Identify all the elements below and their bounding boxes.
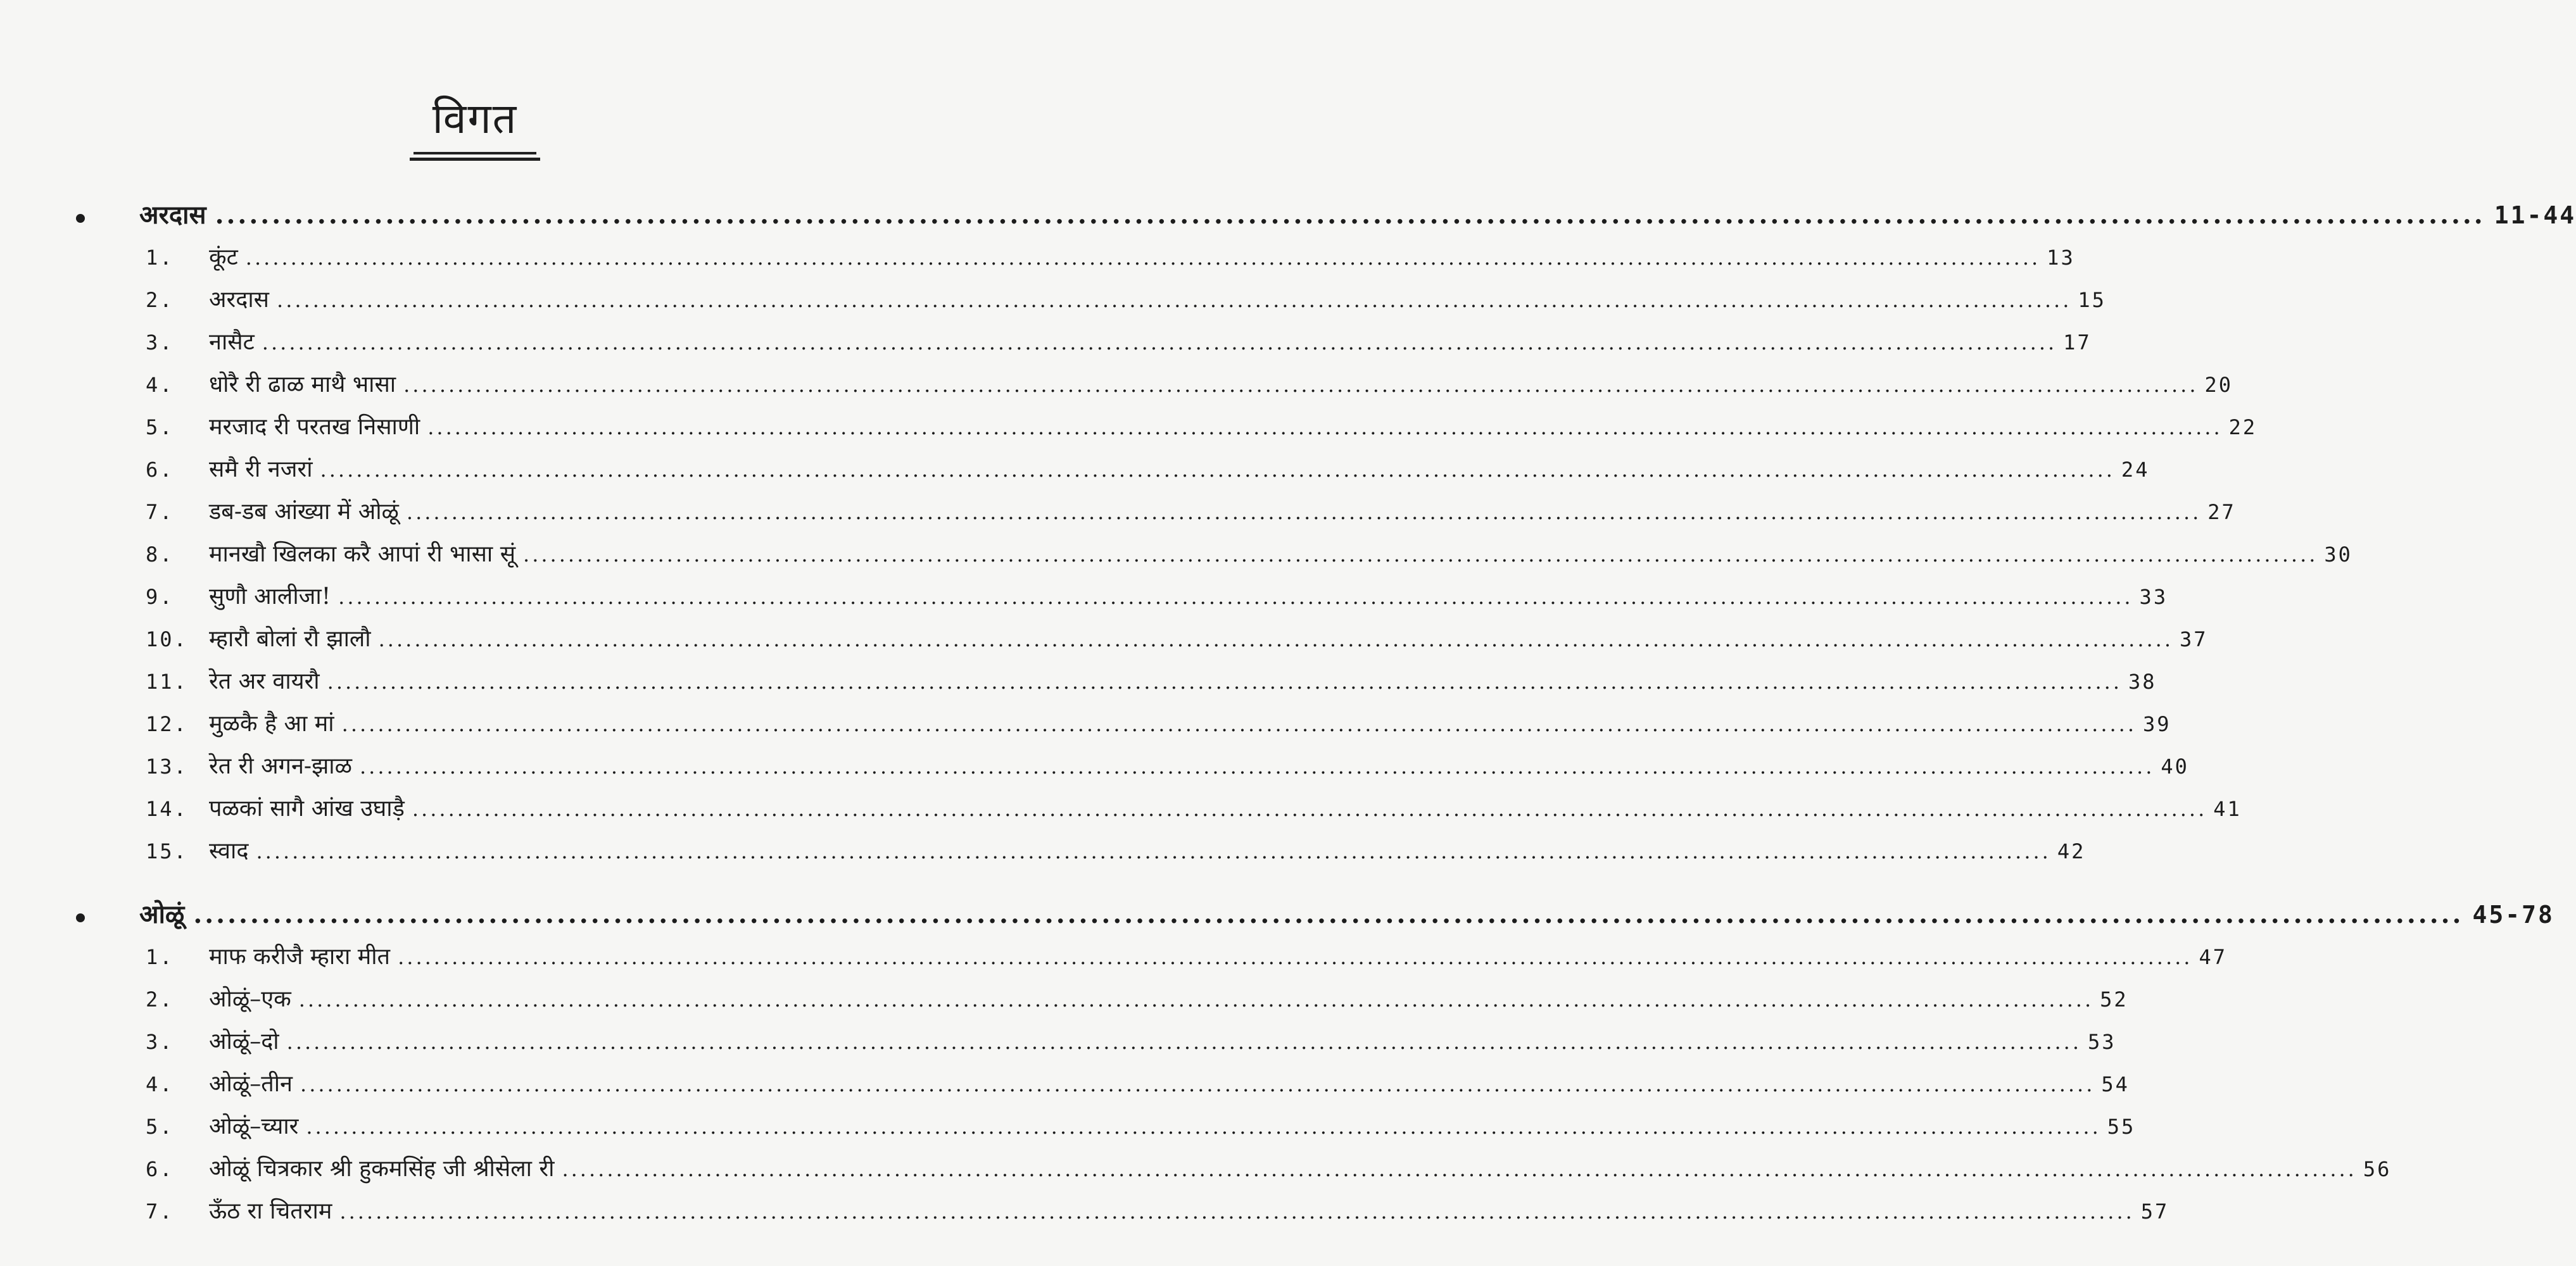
title-block xyxy=(0,89,950,154)
dot-leader: ........................................................................................................................................................................................................ xyxy=(339,1200,2135,1224)
toc-entry[interactable] xyxy=(76,749,2189,792)
dot-leader: ........................................................................................................................................................................................................ xyxy=(398,945,2193,969)
dot-leader: ........................................................................................................................................................................................................ xyxy=(412,797,2207,821)
entry-number: 13. xyxy=(146,755,188,779)
entry-number: 12. xyxy=(146,712,188,736)
toc-section xyxy=(76,896,2554,1237)
toc-section xyxy=(76,196,2576,877)
entry-page-number: 56 xyxy=(2363,1157,2392,1181)
dot-leader: ........................................................................................................................................................................................................ xyxy=(306,1115,2101,1139)
toc-entry[interactable] xyxy=(76,1025,2116,1067)
dot-leader: ........................................................................................................................................................................................................ xyxy=(378,627,2173,651)
section-heading[interactable] xyxy=(76,896,2554,940)
dot-leader: ........................................................................................................................................................................................................ xyxy=(403,373,2199,397)
entry-title: पळकां सागै आंख उघाड़ै xyxy=(209,796,405,822)
toc-entry[interactable] xyxy=(76,537,2352,580)
entry-page-number: 54 xyxy=(2101,1072,2130,1096)
dot-leader: ........................................................................................................................................................................................................ xyxy=(245,246,2041,270)
toc-entry[interactable] xyxy=(76,1152,2392,1194)
page-title: विगत xyxy=(414,89,537,154)
entry-title: मरजाद री परतख निसाणी xyxy=(209,414,420,440)
entry-title: स्वाद xyxy=(209,838,249,864)
entry-page-number: 27 xyxy=(2207,500,2236,524)
entry-title: रेत री अगन-झाळ xyxy=(209,753,352,779)
entry-number: 4. xyxy=(146,1072,174,1096)
dot-leader: ........................................................................................................................................................................................................ xyxy=(286,1030,2082,1054)
entry-number: 4. xyxy=(146,373,174,397)
dot-leader: ........................................................................................................................................................................................................ xyxy=(215,200,2485,230)
entry-title: अरदास xyxy=(209,287,270,313)
entry-page-number: 20 xyxy=(2204,373,2233,397)
bullet-icon xyxy=(76,214,85,223)
toc-entry[interactable] xyxy=(76,1194,2169,1237)
entry-number: 15. xyxy=(146,839,188,863)
entry-number: 1. xyxy=(146,945,174,969)
toc-entry[interactable] xyxy=(76,241,2075,283)
entry-number: 2. xyxy=(146,987,174,1012)
section-heading[interactable] xyxy=(76,196,2576,241)
section-title: ओळूं xyxy=(139,899,185,929)
entry-title: मानखौ खिलका करै आपां री भासा सूं xyxy=(209,541,516,567)
entry-page-number: 37 xyxy=(2180,627,2208,651)
toc-entry[interactable] xyxy=(76,834,2086,877)
entry-title: ओळूं–एक xyxy=(209,986,291,1012)
entry-page-number: 33 xyxy=(2139,585,2168,609)
entry-title: कूंट xyxy=(209,244,238,270)
entry-number: 3. xyxy=(146,330,174,354)
entry-number: 9. xyxy=(146,585,174,609)
entry-title: मुळकै है आ मां xyxy=(209,711,334,737)
toc-entry[interactable] xyxy=(76,410,2257,453)
entry-page-number: 40 xyxy=(2161,755,2189,779)
entry-title: धोरै री ढाळ माथै भासा xyxy=(209,372,396,398)
entry-title: समै री नजरां xyxy=(209,456,313,482)
dot-leader: ........................................................................................................................................................................................................ xyxy=(427,415,2223,439)
dot-leader: ........................................................................................................................................................................................................ xyxy=(298,987,2094,1012)
dot-leader: ........................................................................................................................................................................................................ xyxy=(406,500,2202,524)
entry-number: 5. xyxy=(146,415,174,439)
entry-page-number: 30 xyxy=(2324,542,2352,567)
entry-page-number: 47 xyxy=(2199,945,2227,969)
toc-entry[interactable] xyxy=(76,665,2157,707)
toc-entry[interactable] xyxy=(76,940,2227,982)
entry-page-number: 57 xyxy=(2140,1200,2169,1224)
entry-title: ओळूं–तीन xyxy=(209,1071,293,1097)
entry-page-number: 55 xyxy=(2107,1115,2136,1139)
entry-number: 6. xyxy=(146,458,174,482)
entry-page-number: 22 xyxy=(2228,415,2257,439)
dot-leader: ........................................................................................................................................................................................................ xyxy=(256,839,2051,863)
toc-entry[interactable] xyxy=(76,792,2242,834)
entry-page-number: 53 xyxy=(2088,1030,2116,1054)
entry-title: माफ करीजै म्हारा मीत xyxy=(209,944,391,970)
toc-entry[interactable] xyxy=(76,580,2168,622)
entry-page-number: 42 xyxy=(2057,839,2086,863)
entry-number: 1. xyxy=(146,246,174,270)
section-title: अरदास xyxy=(139,200,206,230)
entry-number: 10. xyxy=(146,627,188,651)
section-page-range: 11-44 xyxy=(2494,201,2576,229)
toc-entry[interactable] xyxy=(76,453,2150,495)
dot-leader: ........................................................................................................................................................................................................ xyxy=(523,542,2318,567)
entry-page-number: 24 xyxy=(2121,458,2150,482)
section-page-range: 45-78 xyxy=(2472,901,2554,929)
dot-leader: ........................................................................................................................................................................................................ xyxy=(320,458,2115,482)
entry-number: 3. xyxy=(146,1030,174,1054)
entry-page-number: 52 xyxy=(2100,987,2128,1012)
entry-title: नासैट xyxy=(209,329,255,355)
entry-number: 6. xyxy=(146,1157,174,1181)
entry-title: ओळूं–दो xyxy=(209,1029,279,1055)
toc-entry[interactable] xyxy=(76,325,2092,368)
dot-leader: ........................................................................................................................................................................................................ xyxy=(300,1072,2095,1096)
entry-number: 7. xyxy=(146,1200,174,1224)
entry-title: म्हारौ बोलां रौ झालौ xyxy=(209,626,371,652)
dot-leader: ........................................................................................................................................................................................................ xyxy=(262,330,2057,354)
entry-number: 11. xyxy=(146,670,188,694)
toc-entry[interactable] xyxy=(76,982,2128,1025)
dot-leader: ........................................................................................................................................................................................................ xyxy=(341,712,2137,736)
dot-leader: ........................................................................................................................................................................................................ xyxy=(327,670,2123,694)
dot-leader: ........................................................................................................................................................................................................ xyxy=(562,1157,2357,1181)
entry-page-number: 41 xyxy=(2213,797,2242,821)
toc-entry[interactable] xyxy=(76,1067,2130,1110)
toc-entry[interactable] xyxy=(76,1110,2136,1152)
toc-entry[interactable] xyxy=(76,622,2208,665)
entry-page-number: 39 xyxy=(2143,712,2171,736)
entry-title: सुणौ आलीजा! xyxy=(209,584,331,610)
toc-entry[interactable] xyxy=(76,495,2236,537)
entry-page-number: 15 xyxy=(2078,288,2106,312)
dot-leader: ........................................................................................................................................................................................................ xyxy=(360,755,2155,779)
entry-number: 5. xyxy=(146,1115,174,1139)
bullet-icon xyxy=(76,913,85,922)
entry-number: 2. xyxy=(146,288,174,312)
toc-entry[interactable] xyxy=(76,283,2106,325)
dot-leader: ........................................................................................................................................................................................................ xyxy=(193,899,2464,929)
entry-page-number: 13 xyxy=(2047,246,2075,270)
dot-leader: ........................................................................................................................................................................................................ xyxy=(338,585,2133,609)
entry-title: ओळूं चित्रकार श्री हुकमसिंह जी श्रीसेला री xyxy=(209,1156,555,1182)
dot-leader: ........................................................................................................................................................................................................ xyxy=(277,288,2072,312)
entry-number: 14. xyxy=(146,797,188,821)
toc-entry[interactable] xyxy=(76,368,2233,410)
entry-number: 7. xyxy=(146,500,174,524)
entry-title: ऊँठ रा चितराम xyxy=(209,1198,332,1224)
entry-title: ओळूं–च्यार xyxy=(209,1113,299,1139)
toc-entry[interactable] xyxy=(76,707,2171,749)
entry-number: 8. xyxy=(146,542,174,567)
entry-title: डब-डब आंख्या में ओळूं xyxy=(209,499,399,525)
entry-page-number: 38 xyxy=(2128,670,2157,694)
entry-page-number: 17 xyxy=(2063,330,2092,354)
entry-title: रेत अर वायरौ xyxy=(209,668,320,694)
